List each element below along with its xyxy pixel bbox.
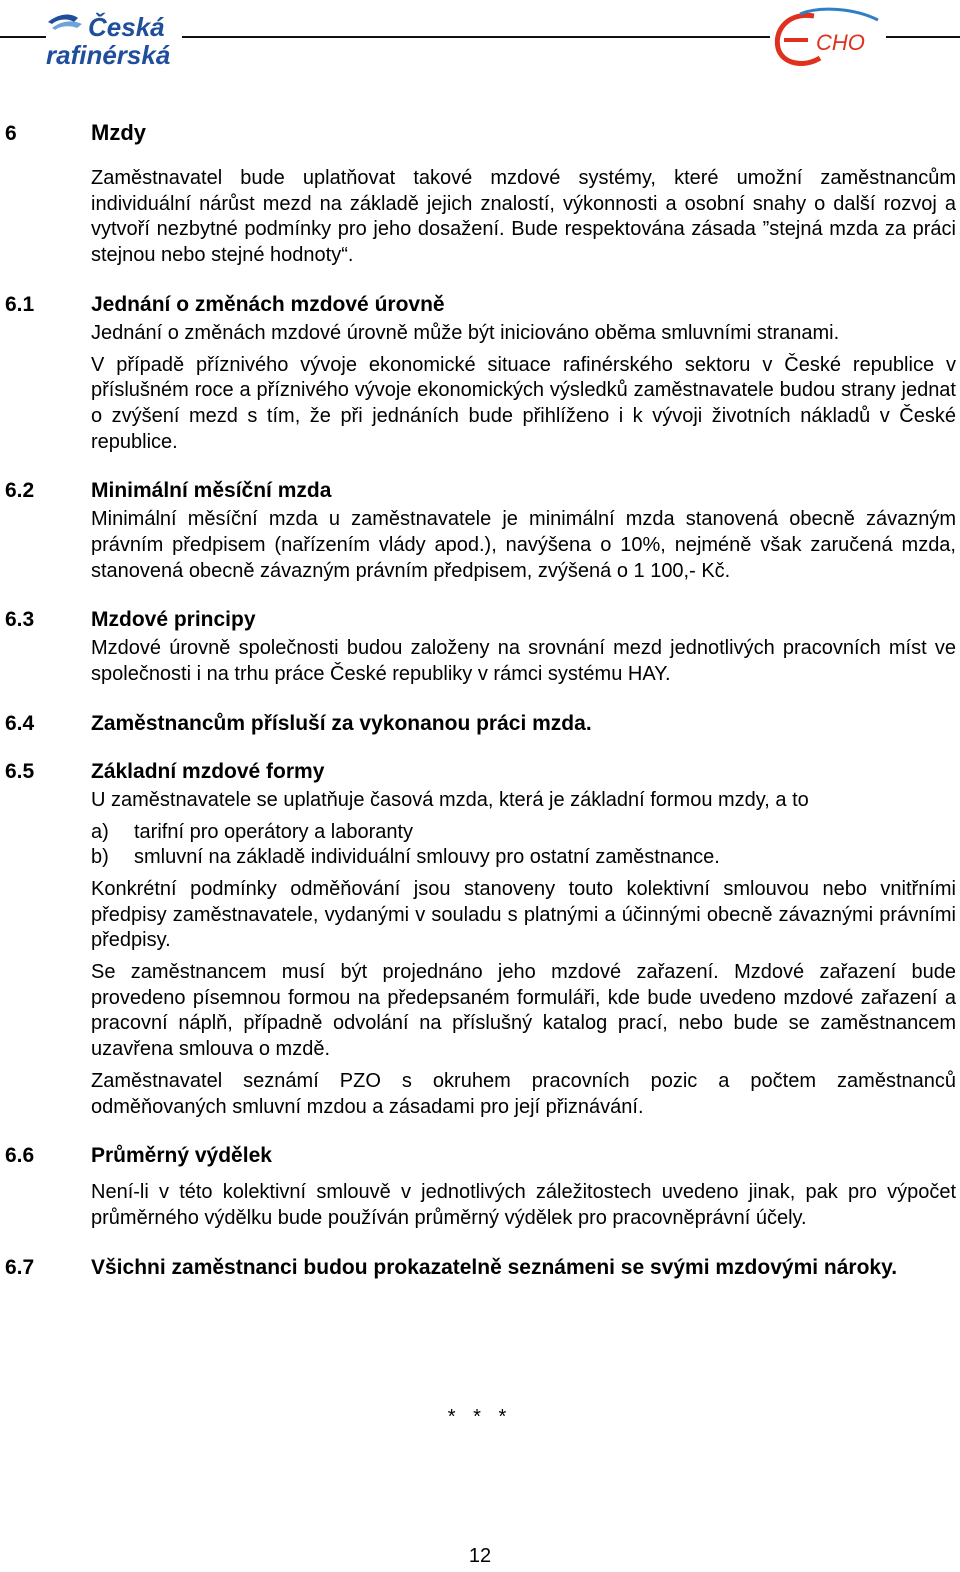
section-6-heading <box>0 120 960 160</box>
section-number: 6.4 <box>5 711 35 735</box>
list-item-text: tarifní pro operátory a laboranty <box>134 820 414 843</box>
logo-text-echo: CHO <box>816 30 865 55</box>
section-title: Zaměstnancům přísluší za vykonanou práci mzda. <box>91 711 592 735</box>
echo-logo <box>770 6 888 72</box>
section-number: 6.7 <box>5 1255 35 1279</box>
list-item-label: a) <box>91 820 109 843</box>
paragraph: Mzdové úrovně společnosti budou založeny na srovnání mezd jednotlivých pracovních míst ve společnosti i na trhu práce České republiky v rámci systému HAY. <box>91 637 956 686</box>
header-rule-left <box>0 36 46 38</box>
header-rule-right <box>886 36 960 38</box>
header-rule-middle <box>182 36 770 38</box>
section-6-6-heading <box>0 1144 960 1168</box>
page-number: 12 <box>468 1545 492 1567</box>
section-number: 6 <box>5 122 17 145</box>
section-6-4-heading <box>0 712 960 736</box>
section-title: Minimální měsíční mzda <box>91 479 332 503</box>
section-number: 6.3 <box>5 608 35 632</box>
paragraph: Minimální měsíční mzda u zaměstnavatele je minimální mzda stanovená obecně závazným právním předpisem (nařízením vlády apod.), navýšena o 10%, nejméně však zaručená mzda, stanovená obecně závazným právním předpisem, zvýšená o 1 100,- Kč. <box>91 508 956 582</box>
page-header <box>0 0 960 80</box>
paragraph: Jednání o změnách mzdové úrovně může být iniciováno oběma smluvními stranami. <box>91 321 840 344</box>
list-item-label: b) <box>91 846 109 869</box>
section-title: Základní mzdové formy <box>91 759 325 783</box>
section-6-7-heading <box>0 1256 960 1280</box>
section-6-2-heading <box>0 479 960 503</box>
section-6-1-heading <box>0 293 960 317</box>
list-item-text: smluvní na základě individuální smlouvy pro ostatní zaměstnance. <box>134 846 720 869</box>
list-item <box>91 820 960 846</box>
paragraph: Není-li v této kolektivní smlouvě v jednotlivých záležitostech uvedeno jinak, pak pro výpočet průměrného výdělku bude používán průměrný výdělek pro pracovněprávní účely. <box>91 1181 956 1229</box>
section-number: 6.2 <box>5 479 35 503</box>
paragraph: Se zaměstnancem musí být projednáno jeho mzdové zařazení. Mzdové zařazení bude provedeno písemnou formou na předepsaném formuláři, kde bude uvedeno mzdové zařazení a pracovní náplň, případně odvolání na příslušný katalog prací, nebo bude se zaměstnancem uzavřena smlouva o mzdě. <box>91 961 956 1061</box>
section-number: 6.5 <box>5 759 35 783</box>
section-title: Mzdové principy <box>91 608 256 632</box>
section-title: Průměrný výdělek <box>91 1144 272 1168</box>
section-6-3-heading <box>0 608 960 632</box>
logo-text-rafinerska: rafinérská <box>46 40 171 70</box>
section-title: Mzdy <box>91 120 146 145</box>
list-item <box>91 845 960 871</box>
paragraph: Konkrétní podmínky odměňování jsou stanoveny touto kolektivní smlouvou nebo vnitřními předpisy zaměstnavatele, vydanými v souladu s platnými a účinnými obecně závaznými právními předpisy. <box>91 877 956 952</box>
section-number: 6.6 <box>5 1144 35 1168</box>
section-title: Jednání o změnách mzdové úrovně <box>91 292 445 316</box>
section-title: Všichni zaměstnanci budou prokazatelně seznámeni se svými mzdovými nároky. <box>91 1255 898 1279</box>
ceska-rafinerska-logo <box>44 8 184 70</box>
paragraph: Zaměstnavatel seznámí PZO s okruhem pracovních pozic a počtem zaměstnanců odměňovaných smluvní mzdou a zásadami pro její přiznávání. <box>91 1069 956 1118</box>
paragraph: U zaměstnavatele se uplatňuje časová mzda, která je základní formou mzdy, a to <box>91 788 809 811</box>
section-6-5-heading <box>0 760 960 784</box>
paragraph: V případě příznivého vývoje ekonomické situace rafinérského sektoru v České republice v příslušném roce a příznivého vývoje ekonomických výsledků zaměstnavatele budou strany jednat o zvýšení mezd s tím, že při jednáních bude přihlíženo i k vývoji životních nákladů v České republice. <box>91 353 956 453</box>
section-6-intro: Zaměstnavatel bude uplatňovat takové mzdové systémy, které umožní zaměstnancům individuální nárůst mezd na základě jejich znalostí, výkonnosti a osobní snahy o další rozvoj a vytvoří nezbytné podmínky pro jeho dosažení. Bude respektována zásada ”stejná mzda za práci stejnou nebo stejné hodnoty“. <box>91 167 956 267</box>
end-of-section-stars: * * * <box>447 1406 513 1428</box>
logo-text-ceska: Česká <box>88 12 165 42</box>
section-number: 6.1 <box>5 292 35 316</box>
document-body <box>0 120 960 1280</box>
